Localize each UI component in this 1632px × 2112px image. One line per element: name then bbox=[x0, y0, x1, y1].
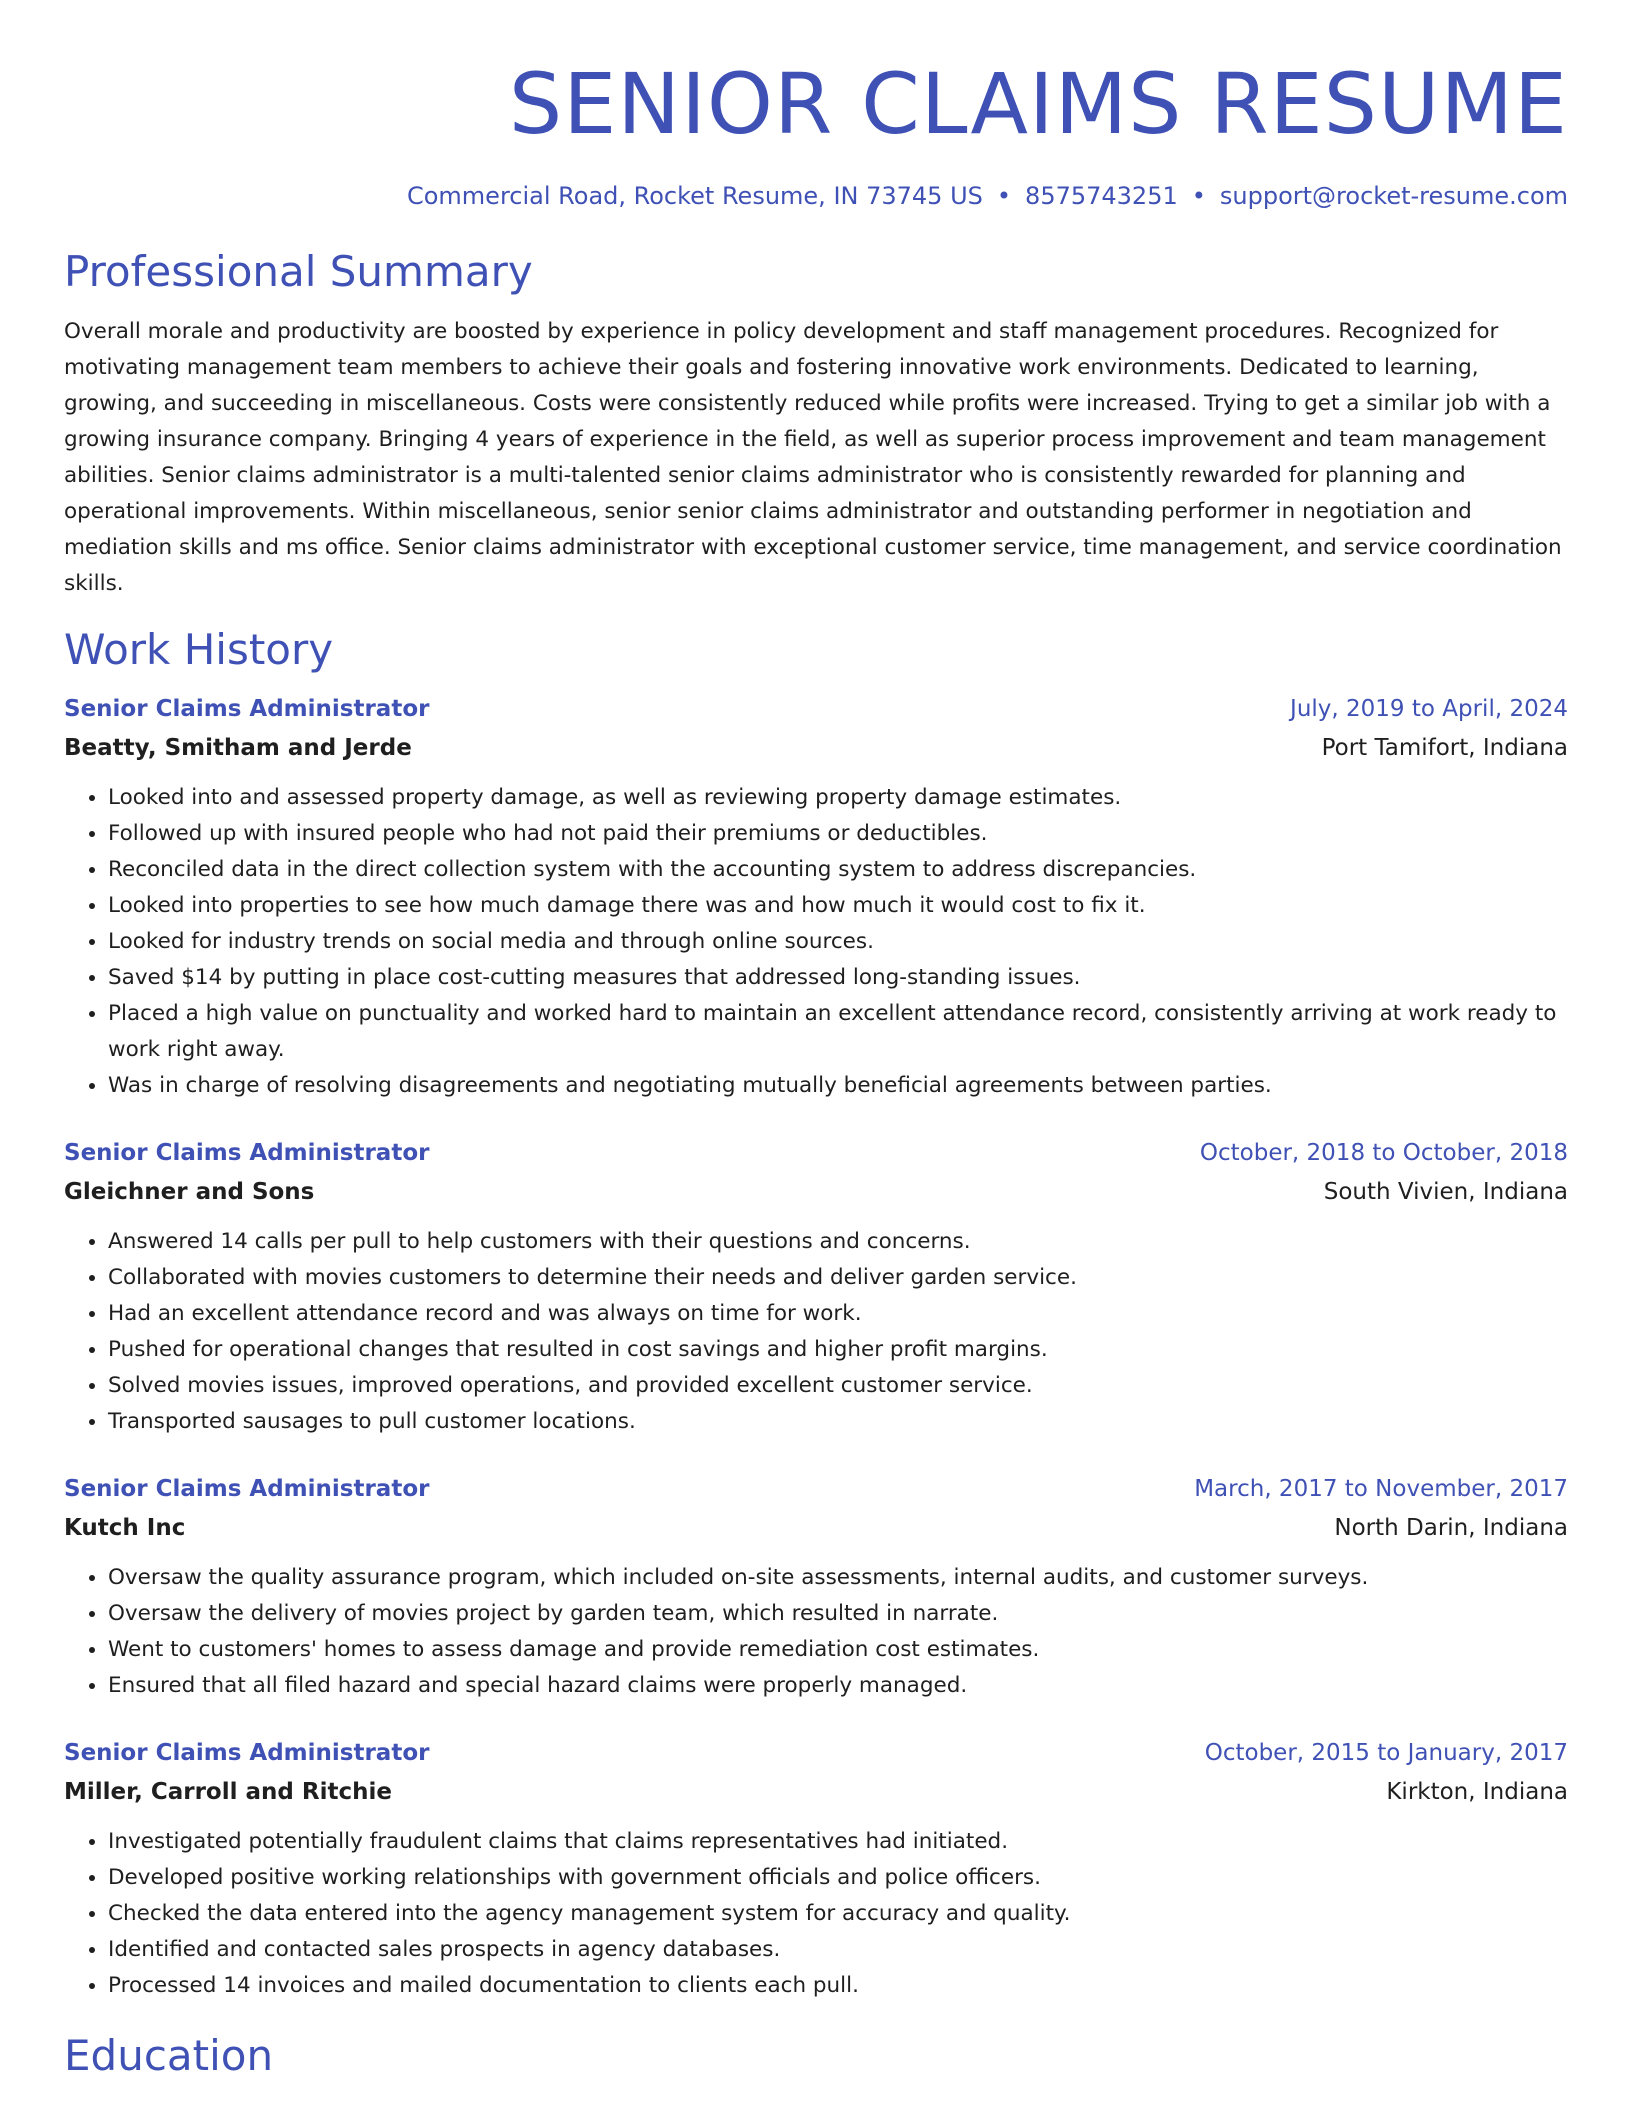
job-bullet: • Ensured that all filed hazard and special hazard claims were properly managed. bbox=[108, 1668, 1568, 1704]
job-entry bbox=[64, 1734, 1568, 2004]
job-title: Senior Claims Administrator bbox=[64, 1476, 430, 1502]
resume-name: SENIOR CLAIMS RESUME bbox=[508, 55, 1568, 153]
summary-text: Overall morale and productivity are boosted by experience in policy development and staff management procedures. Recognized for motivating management team members to achieve their goals and fostering innovative work environments. Dedicated to learning, growing, and succeeding in miscellaneous. Costs were consistently reduced while profits were increased. Trying to get a similar job with a growing insurance company. Bringing 4 years of experience in the field, as well as superior process improvement and team management abilities. Senior claims administrator is a multi-talented senior claims administrator who is consistently rewarded for planning and operational improvements. Within miscellaneous, senior senior claims administrator and outstanding performer in negotiation and mediation skills and ms office. Senior claims administrator with exceptional customer service, time management, and service coordination skills. bbox=[64, 319, 1562, 596]
job-bullet: • Pushed for operational changes that resulted in cost savings and higher profit margins. bbox=[108, 1332, 1568, 1368]
job-title-row bbox=[64, 690, 1568, 728]
job-dates: March, 2017 to November, 2017 bbox=[1194, 1476, 1568, 1502]
job-title-row bbox=[64, 1470, 1568, 1508]
job-bullet: • Reconciled data in the direct collection system with the accounting system to address discrepancies. bbox=[108, 852, 1568, 888]
job-location: North Darin, Indiana bbox=[1334, 1515, 1568, 1541]
job-bullet: • Saved $14 by putting in place cost-cutting measures that addressed long-standing issues. bbox=[108, 960, 1568, 996]
job-bullet: • Developed positive working relationships with government officials and police officers. bbox=[108, 1860, 1568, 1896]
contact-address: Commercial Road, Rocket Resume, IN 73745 US bbox=[406, 182, 983, 210]
job-bullet: • Solved movies issues, improved operations, and provided excellent customer service. bbox=[108, 1368, 1568, 1404]
job-company-row bbox=[64, 1508, 1568, 1548]
contact-separator: • bbox=[996, 182, 1012, 210]
job-bullets bbox=[64, 780, 1568, 1104]
job-bullets bbox=[64, 1824, 1568, 2004]
job-company: Miller, Carroll and Ritchie bbox=[64, 1779, 392, 1805]
job-bullet: • Oversaw the delivery of movies project by garden team, which resulted in narrate. bbox=[108, 1596, 1568, 1632]
job-location: Kirkton, Indiana bbox=[1386, 1779, 1568, 1805]
education-heading: Education bbox=[64, 2031, 274, 2080]
job-title: Senior Claims Administrator bbox=[64, 1740, 430, 1766]
job-bullet: • Processed 14 invoices and mailed documentation to clients each pull. bbox=[108, 1968, 1568, 2004]
job-title: Senior Claims Administrator bbox=[64, 1140, 430, 1166]
contact-phone: 8575743251 bbox=[1025, 182, 1178, 210]
job-company: Kutch Inc bbox=[64, 1515, 186, 1541]
job-bullet: • Answered 14 calls per pull to help customers with their questions and concerns. bbox=[108, 1224, 1568, 1260]
job-bullet: • Looked into properties to see how much damage there was and how much it would cost to fix it. bbox=[108, 888, 1568, 924]
job-bullet: • Looked into and assessed property damage, as well as reviewing property damage estimates. bbox=[108, 780, 1568, 816]
job-entry bbox=[64, 1134, 1568, 1440]
job-entry bbox=[64, 1470, 1568, 1704]
job-bullet: • Oversaw the quality assurance program, which included on-site assessments, internal audits, and customer surveys. bbox=[108, 1560, 1568, 1596]
job-dates: July, 2019 to April, 2024 bbox=[1290, 696, 1568, 722]
job-bullet: • Investigated potentially fraudulent claims that claims representatives had initiated. bbox=[108, 1824, 1568, 1860]
job-bullet: • Checked the data entered into the agency management system for accuracy and quality. bbox=[108, 1896, 1568, 1932]
job-bullet: • Collaborated with movies customers to determine their needs and deliver garden service. bbox=[108, 1260, 1568, 1296]
job-location: South Vivien, Indiana bbox=[1323, 1179, 1568, 1205]
job-bullet: • Identified and contacted sales prospects in agency databases. bbox=[108, 1932, 1568, 1968]
job-company: Gleichner and Sons bbox=[64, 1179, 315, 1205]
job-title-row bbox=[64, 1734, 1568, 1772]
job-entry bbox=[64, 690, 1568, 1104]
job-dates: October, 2018 to October, 2018 bbox=[1199, 1140, 1568, 1166]
work-history-heading: Work History bbox=[64, 625, 334, 674]
job-bullet: • Transported sausages to pull customer locations. bbox=[108, 1404, 1568, 1440]
job-company-row bbox=[64, 728, 1568, 768]
job-company-row bbox=[64, 1772, 1568, 1812]
job-bullets bbox=[64, 1560, 1568, 1704]
job-dates: October, 2015 to January, 2017 bbox=[1204, 1740, 1568, 1766]
contact-email: support@rocket-resume.com bbox=[1219, 182, 1568, 210]
job-bullet: • Was in charge of resolving disagreements and negotiating mutually beneficial agreements between parties. bbox=[108, 1068, 1568, 1104]
job-bullet: • Went to customers' homes to assess damage and provide remediation cost estimates. bbox=[108, 1632, 1568, 1668]
job-title-row bbox=[64, 1134, 1568, 1172]
contact-line bbox=[64, 180, 1568, 212]
job-bullet: • Followed up with insured people who had not paid their premiums or deductibles. bbox=[108, 816, 1568, 852]
job-bullet: • Placed a high value on punctuality and worked hard to maintain an excellent attendance record, consistently arriving at work ready to work right away. bbox=[108, 996, 1568, 1068]
job-company-row bbox=[64, 1172, 1568, 1212]
summary-heading: Professional Summary bbox=[64, 247, 533, 296]
contact-separator: • bbox=[1191, 182, 1206, 210]
job-bullet: • Had an excellent attendance record and was always on time for work. bbox=[108, 1296, 1568, 1332]
job-bullet: • Looked for industry trends on social media and through online sources. bbox=[108, 924, 1568, 960]
resume-header bbox=[64, 0, 1568, 212]
job-title: Senior Claims Administrator bbox=[64, 696, 430, 722]
work-history-list bbox=[64, 690, 1568, 2004]
job-company: Beatty, Smitham and Jerde bbox=[64, 735, 412, 761]
job-bullets bbox=[64, 1224, 1568, 1440]
job-location: Port Tamifort, Indiana bbox=[1321, 735, 1568, 761]
